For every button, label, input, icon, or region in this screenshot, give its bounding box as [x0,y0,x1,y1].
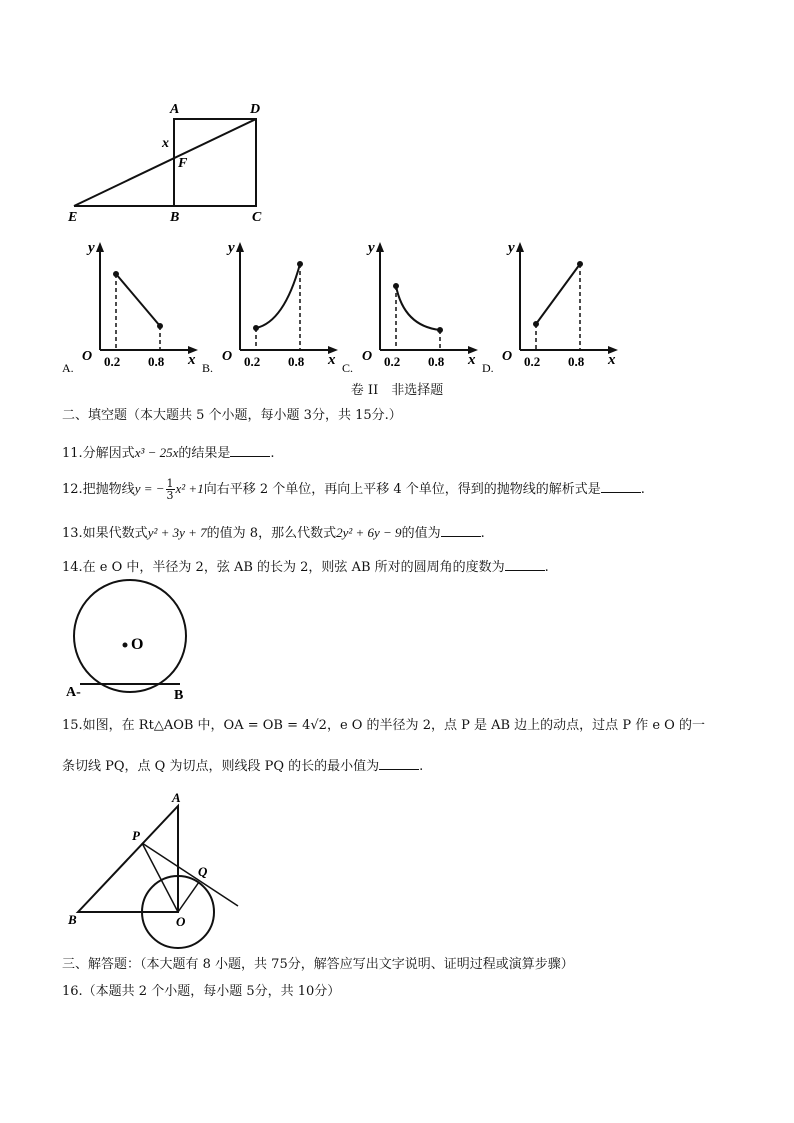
label-E: E [68,210,78,225]
endpoint-2 [297,261,303,267]
label-A: A [170,102,180,117]
y-axis-arrow [376,242,384,252]
label-F: F [178,156,188,171]
label-C: C [252,210,262,225]
tick-label-2: 0.8 [288,354,305,369]
x-axis-label: x [188,352,196,368]
label-B: B [174,688,184,700]
label-O: O [176,914,186,929]
label-B: B [170,210,180,225]
y-axis-label: y [368,240,375,256]
endpoint-1 [533,321,539,327]
option-graph-3 [340,238,478,376]
question-15-line2: 条切线 PQ，点 Q 为切点，则线段 PQ 的长的最小值为 . [62,759,424,774]
option-graph-2 [200,238,338,376]
x-axis-label: x [608,352,616,368]
label-A: A [172,790,181,805]
endpoint-1 [393,283,399,289]
label-A: A- [66,685,81,700]
graph-curve [116,274,160,326]
origin-label: O [222,349,233,364]
endpoint-2 [577,261,583,267]
label-P: P [132,828,140,843]
question-14: 14.在 e O 中，半径为 2，弦 AB 的长为 2，则弦 AB 所对的圆周角的度数为 . [62,560,549,575]
tick-label-1: 0.2 [104,354,121,369]
label-B: B [68,912,77,927]
origin-label: O [82,349,93,364]
y-axis-label: y [508,240,515,256]
graph-curve [536,264,580,324]
option-letter: C. [342,361,354,375]
figure-square-triangle [60,95,280,225]
label-D: D [250,102,261,117]
y-axis-arrow [236,242,244,252]
tick-label-2: 0.8 [568,354,585,369]
option-graph-4 [480,238,618,376]
y-axis-arrow [96,242,104,252]
option-graph-1 [60,238,198,376]
x-axis-label: x [328,352,336,368]
option-letter: B. [202,361,214,375]
endpoint-1 [253,325,259,331]
tick-label-1: 0.2 [524,354,541,369]
endpoint-1 [113,271,119,277]
tick-label-1: 0.2 [244,354,261,369]
label-x: x [162,136,169,151]
option-graphs [60,238,620,376]
label-Q: Q [198,864,208,879]
part3-title: 三、解答题：（本大题有 8 小题，共 75分，解答应写出文字说明、证明过程或演算步骤） [62,957,574,972]
question-12: 12.把抛物线y = − $\frac{1}{3}$ x² +1向右平移 2 个单位，再向上平移 4 个单位，得到的抛物线的解析式是 . [62,477,645,502]
tick-label-1: 0.2 [384,354,401,369]
y-axis-label: y [228,240,235,256]
endpoint-2 [437,327,443,333]
origin-label: O [502,349,513,364]
answer-blank [441,524,481,537]
question-15-line1: 15.如图，在 Rt△AOB 中，OA = OB = 4√2，e O 的半径为 2，点 P 是 AB 边上的动点，过点 P 作 e O 的一 [62,718,705,733]
option-letter: D. [482,361,494,375]
label-O: O [131,636,144,653]
graph-curve [396,286,440,330]
y-axis-label: y [88,240,95,256]
question-11: 11.分解因式x³ − 25x的结果是 . [62,445,275,461]
tick-label-2: 0.8 [428,354,445,369]
answer-blank [601,480,641,493]
tick-label-2: 0.8 [148,354,165,369]
part2-title: 二、填空题（本大题共 5 个小题，每小题 3分，共 15分.） [62,408,402,423]
figure-circle-chord [62,578,202,700]
y-axis-arrow [516,242,524,252]
x-axis-label: x [468,352,476,368]
figure-triangle-tangent [62,788,252,953]
section-heading: 卷 II 非选择题 [350,383,444,398]
origin-label: O [362,349,373,364]
graph-curve [256,264,300,328]
answer-blank [505,558,545,571]
question-13: 13.如果代数式y² + 3y + 7的值为 8，那么代数式2y² + 6y − 9的值为 . [62,525,485,541]
question-16: 16.（本题共 2 个小题，每小题 5分，共 10分） [62,984,341,999]
answer-blank [230,444,270,457]
option-letter: A. [62,361,74,375]
endpoint-2 [157,323,163,329]
answer-blank [379,757,419,770]
